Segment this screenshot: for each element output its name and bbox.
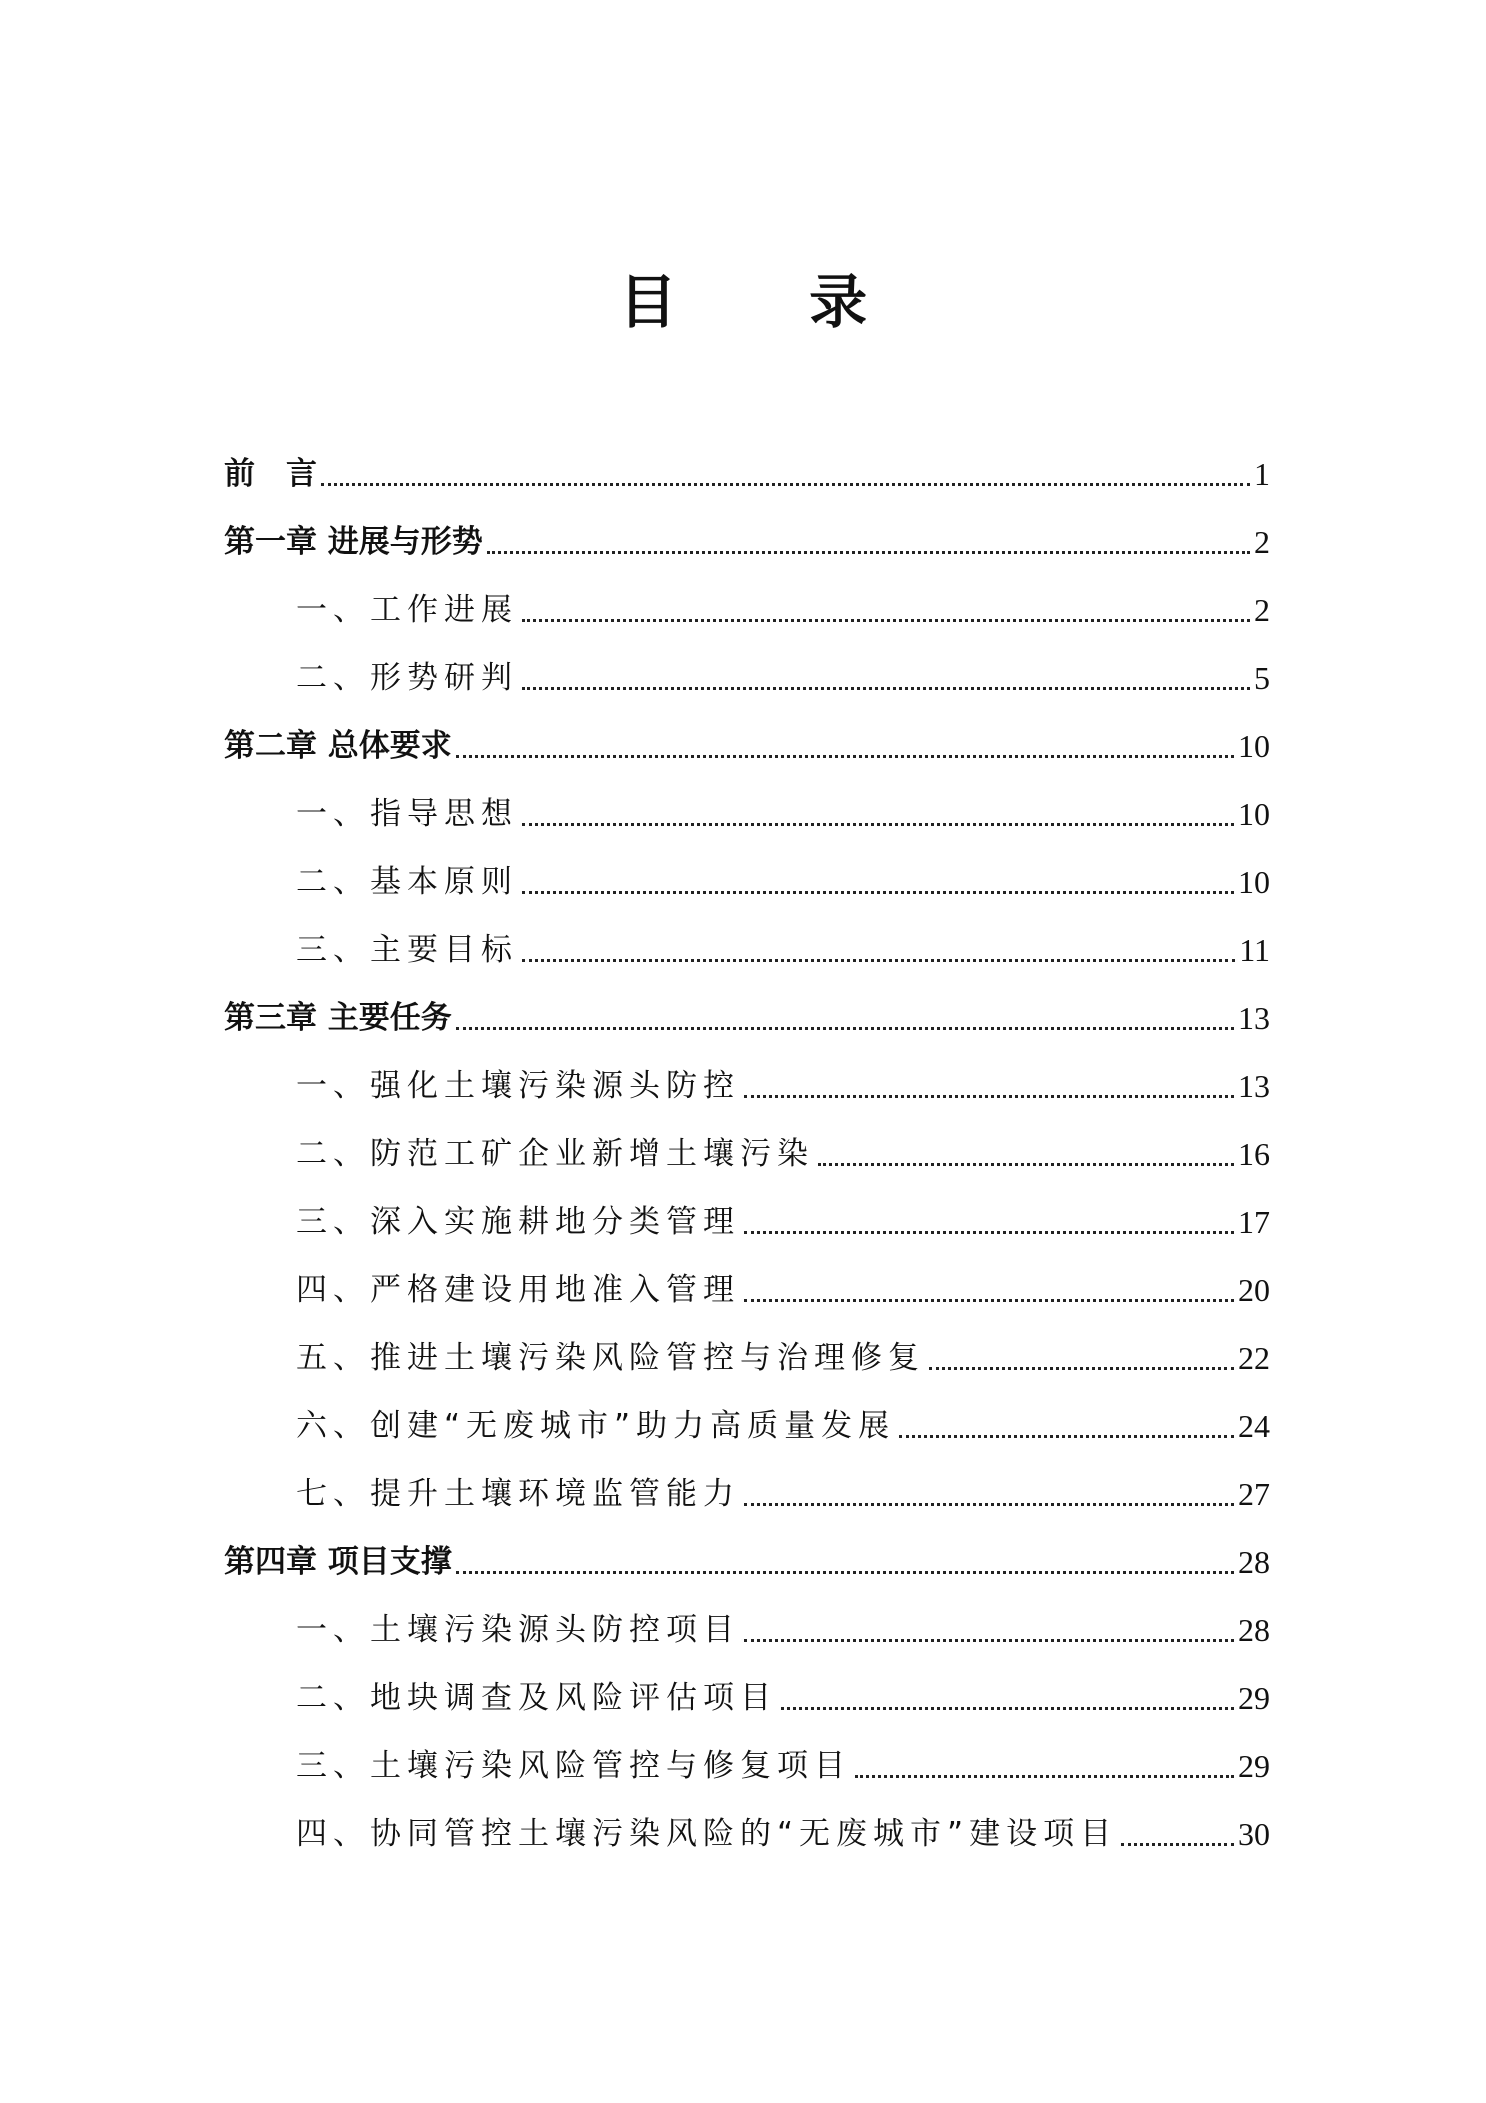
toc-page-number: 1	[1254, 456, 1270, 492]
toc-entry-label: 第四章 项目支撑	[224, 1544, 452, 1580]
toc-entry-section[interactable]	[224, 1806, 1270, 1856]
toc-page-number: 2	[1254, 592, 1270, 628]
toc-entry-section[interactable]	[224, 650, 1270, 700]
toc-entry-preface[interactable]	[224, 446, 1270, 496]
toc-page-number: 22	[1238, 1340, 1270, 1376]
toc-page-number: 10	[1238, 728, 1270, 764]
toc-entry-label: 二、地块调查及风险评估项目	[296, 1680, 777, 1716]
toc-page-number: 10	[1238, 864, 1270, 900]
toc-page-number: 20	[1238, 1272, 1270, 1308]
toc-entry-label: 四、协同管控土壤污染风险的“无废城市”建设项目	[296, 1816, 1118, 1852]
toc-entry-section[interactable]	[224, 1738, 1270, 1788]
toc-entry-chapter-2[interactable]	[224, 718, 1270, 768]
dot-leader	[744, 1231, 1234, 1234]
toc-entry-section[interactable]	[224, 1126, 1270, 1176]
toc-page-number: 28	[1238, 1612, 1270, 1648]
toc-page-number: 17	[1238, 1204, 1270, 1240]
toc-entry-chapter-3[interactable]	[224, 990, 1270, 1040]
dot-leader	[744, 1503, 1234, 1506]
toc-entry-label: 二、形势研判	[296, 660, 518, 696]
toc-page-number: 11	[1239, 932, 1270, 968]
toc-entry-section[interactable]	[224, 1466, 1270, 1516]
dot-leader	[744, 1299, 1234, 1302]
dot-leader	[522, 891, 1234, 894]
toc-entry-section[interactable]	[224, 854, 1270, 904]
toc-entry-label: 第三章 主要任务	[224, 1000, 452, 1036]
toc-page-number: 2	[1254, 524, 1270, 560]
toc-entry-section[interactable]	[224, 1262, 1270, 1312]
toc-entry-section[interactable]	[224, 1670, 1270, 1720]
toc-entry-section[interactable]	[224, 582, 1270, 632]
toc-entry-section[interactable]	[224, 922, 1270, 972]
page-title: 目 录	[618, 268, 924, 336]
toc-entry-label: 五、推进土壤污染风险管控与治理修复	[296, 1340, 925, 1376]
dot-leader	[744, 1639, 1234, 1642]
toc-entry-label: 六、创建“无废城市”助力高质量发展	[296, 1408, 896, 1444]
toc-page-number: 24	[1238, 1408, 1270, 1444]
toc-entry-label: 三、土壤污染风险管控与修复项目	[296, 1748, 851, 1784]
dot-leader	[456, 1027, 1234, 1030]
toc-entry-label: 三、主要目标	[296, 932, 518, 968]
toc-entry-label: 七、提升土壤环境监管能力	[296, 1476, 740, 1512]
toc-entry-label: 一、指导思想	[296, 796, 518, 832]
toc-entry-label: 第一章 进展与形势	[224, 524, 483, 560]
toc-entry-label: 一、土壤污染源头防控项目	[296, 1612, 740, 1648]
toc-page-number: 29	[1238, 1748, 1270, 1784]
dot-leader	[522, 687, 1250, 690]
toc-entry-section[interactable]	[224, 1330, 1270, 1380]
toc-entry-chapter-1[interactable]	[224, 514, 1270, 564]
dot-leader	[899, 1435, 1234, 1438]
toc-page-number: 27	[1238, 1476, 1270, 1512]
toc-entry-label: 二、防范工矿企业新增土壤污染	[296, 1136, 814, 1172]
toc-page-number: 13	[1238, 1000, 1270, 1036]
dot-leader	[744, 1095, 1234, 1098]
dot-leader	[522, 959, 1235, 962]
dot-leader	[781, 1707, 1234, 1710]
toc-entry-label: 第二章 总体要求	[224, 728, 452, 764]
toc-page-number: 5	[1254, 660, 1270, 696]
dot-leader	[855, 1775, 1234, 1778]
toc-entry-label: 一、强化土壤污染源头防控	[296, 1068, 740, 1104]
toc-entry-label: 四、严格建设用地准入管理	[296, 1272, 740, 1308]
dot-leader	[818, 1163, 1234, 1166]
toc-page-number: 30	[1238, 1816, 1270, 1852]
dot-leader	[522, 823, 1234, 826]
toc-entry-section[interactable]	[224, 1194, 1270, 1244]
toc-entry-chapter-4[interactable]	[224, 1534, 1270, 1584]
dot-leader	[456, 1571, 1234, 1574]
toc-entry-label: 前 言	[224, 456, 317, 492]
toc-page-number: 29	[1238, 1680, 1270, 1716]
toc-page-number: 16	[1238, 1136, 1270, 1172]
dot-leader	[1121, 1843, 1234, 1846]
dot-leader	[487, 551, 1250, 554]
dot-leader	[522, 619, 1250, 622]
toc-entry-label: 二、基本原则	[296, 864, 518, 900]
toc-page-number: 13	[1238, 1068, 1270, 1104]
toc-entry-label: 一、工作进展	[296, 592, 518, 628]
toc-page-number: 28	[1238, 1544, 1270, 1580]
dot-leader	[321, 483, 1250, 486]
toc-entry-section[interactable]	[224, 1602, 1270, 1652]
dot-leader	[929, 1367, 1234, 1370]
toc-entry-label: 三、深入实施耕地分类管理	[296, 1204, 740, 1240]
toc-entry-section[interactable]	[224, 1398, 1270, 1448]
toc-entry-section[interactable]	[224, 786, 1270, 836]
toc-page-number: 10	[1238, 796, 1270, 832]
dot-leader	[456, 755, 1234, 758]
toc-entry-section[interactable]	[224, 1058, 1270, 1108]
